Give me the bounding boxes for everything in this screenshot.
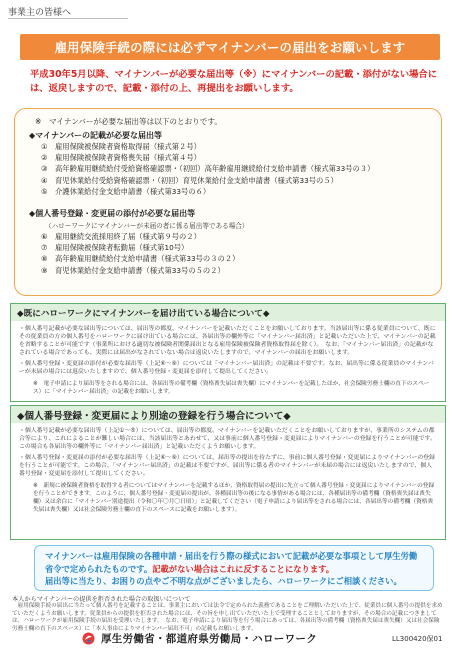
- form-item: ⑤ 介護休業給付金支給申請書（様式第33号の６）: [41, 186, 211, 196]
- callout-line1: マイナンバーは雇用保険の各種申請・届出を行う際の様式において記載が必要な事項として厚生労働省令で定められたものです。: [45, 551, 418, 574]
- form-item: ④ 育児休業給付受給資格確認票・（初回）育児休業給付金支給申請書（様式第33号の５）: [41, 175, 338, 185]
- section-paragraph: ・個人番号登録・変更届の添付が必要な届出等（上記⑥〜⑨）については、届出等の提出を待たずに、事前に個人番号登録・変更届によりマイナンバーの登録を行うことが可能です。この場合、「マイナンバー届出済」の記載は不要ですが、届出等に係る者のマイナンバーが未届の場合には返戻いたしますので、個人番号登録・変更届を添付して提出してください。: [19, 455, 436, 478]
- section-title: ◆既にハローワークにマイナンバーを届け出ている場合について◆: [11, 304, 445, 321]
- callout-highlight: 記載がない場合はこれに反することになります。: [152, 563, 335, 574]
- privacy-title: 本人からマイナンバーの提供を拒否された場合の取扱いについて: [12, 596, 191, 603]
- form-item: ③ 高年齢雇用継続給付受給資格確認票・（初回）高年齢雇用継続給付支給申請書（様式第33号の３）: [41, 164, 375, 174]
- section-separate-registration: [10, 405, 446, 540]
- form-item: ⑨ 育児休業給付金支給申請書（様式第33号の５の２）: [41, 265, 225, 275]
- title-banner: 雇用保険手続の際には必ずマイナンバーの届出をお願いします: [20, 34, 440, 60]
- form-item: ⑧ 高年齢雇用継続給付支給申請書（様式第33号の３の２）: [41, 254, 240, 264]
- greeting: 事業主の皆様へ: [8, 5, 128, 19]
- bottom-callout: [34, 545, 434, 591]
- forms-group1-heading: ◆マイナンバーの記載が必要な届出等: [29, 131, 163, 140]
- forms-group2-heading: ◆個人番号登録・変更届の添付が必要な届出等: [29, 209, 196, 218]
- section-paragraph: ・個人番号記載が必要な届出等（上記①〜⑤）については、届出等の都度、マイナンバーを記載いただくことをお願いしておりますが、事業所のシステムの都合等により、これによることが難しい場合には、当該届出等とあわせて、又は事前に個人番号登録・変更届によりマイナンバーの登録を行うことが可能です。この場合も各届出等の欄外等に「マイナンバー届出済」と記載いただくようお願いします。: [19, 428, 436, 451]
- mhlw-logo-icon: [82, 632, 95, 645]
- forms-group1-list: [41, 141, 374, 197]
- form-item: ⑦ 雇用保険被保険者転勤届（様式第10号）: [41, 243, 189, 253]
- section-title: ◆個人番号登録・変更届により別途の登録を行う場合について◆: [11, 406, 445, 423]
- forms-intro: ※ マイナンバーが必要な届出等は以下のとおりです。: [35, 117, 222, 126]
- lead-notice: 平成30年5月以降、マイナンバーが必要な届出等（※）にマイナンバーの記載・添付がない場合には、返戻しますので、記載・添付の上、再提出をお願いします。: [30, 69, 438, 94]
- form-item: ① 雇用保険被保険者資格取得届（様式第２号）: [41, 142, 201, 151]
- footer: [82, 630, 317, 646]
- callout-line2: 届出等に当たり、お困りの点やご不明な点がございましたら、ハローワークにご相談ください。: [45, 576, 402, 586]
- form-item: ② 雇用保険被保険者資格喪失届（様式第４号）: [41, 153, 201, 163]
- section-paragraph: ・個人番号登録・変更届の添付が必要な届出等（上記⑥〜⑨）については「マイナンバー届出済」の記載は不要です。なお、届出等に係る従業員のマイナンバーが未届の場合には返戻いたしますので、個人番号登録・変更届を添付して提出してください。: [19, 361, 434, 376]
- forms-group2-note: （ハローワークにマイナンバーが未届の者に係る届出等である場合）: [45, 222, 249, 230]
- section-note: ※ 電子申請により届出等をされる場合には、各届出等の備考欄（資格喪失届は喪失欄）にマイナンバーを記載したほか、社会保険労務士欄の直下のスペース）に「マイナンバー届出済」の記載をお願いします。: [33, 380, 430, 395]
- form-item: ⑥ 雇用継続交流採用終了届（様式第９号の２）: [41, 232, 201, 241]
- section-note: ※ 新規に被保険者資格を取得する者についてはマイナンバーを記載するほか、資格取得届の提出に先立って個人番号登録・変更届によりマイナンバーの登録を行うことができます。このように、個人番号登録・変更届の提出が、各種届出等の後になる事情がある場合には、各種届出等の備考欄（資格喪失届は喪失欄）又は余白に「マイナンバー別途提出（令和〇年〇月〇日頃）」と記載してください（電子申請により届出等をされる場合には、各届出等の備考欄（資格喪失届は喪失欄）又は社会保険労務士欄の直下のスペースに記載をお願いします）。: [33, 482, 435, 513]
- document-code: LL300420保01: [392, 635, 443, 643]
- section-already-submitted: [10, 303, 446, 402]
- section-paragraph: ・個人番号記載が必要な届出等については、届出等の都度、マイナンバーを記載いただくことをお願いしております。当該届出等に係る従業員について、既にその従業員の方の個人番号をハローワークに届け出ている場合には、各届出等の欄外等に「マイナンバー届出済」と記載いただいた上で、マイナンバーの記載を省略することが可能です（事業所における適切な被保険者関係届出となる雇用保険被保険者資格取得届を除く）。 なお、「マイナンバー届出済」の記載がなされている場合であっても、実際には届出がなされていない場合は返戻いたしますので、マイナンバーの届出をお願いします。: [19, 326, 436, 357]
- forms-group2-list: [41, 231, 239, 276]
- footer-org: 厚生労働省・都道府県労働局・ハローワーク: [101, 632, 317, 645]
- privacy-body: 雇用保険手続の届出に当たって個人番号を記載することは、事業主においては法令で定められた義務であることをご理解いただいた上で、従業員に個人番号の提供を求めていただくようお願いします。従業員からの提供を拒否された場合には、その旨を申し出ていただいた上で受理することとしておりますが、その場合の記載につきましては、ハローワークが雇用保険手続の届出を受理いたします。 なお、電子申請により届出等を行う場合にあっては、各届出等の備考欄（資格喪失届は喪失欄）又は社会保険労務士欄の直下のスペース）に「本人事由によりマイナンバー届出不可」の記載もお願いします。: [12, 603, 443, 632]
- required-forms-box: [14, 108, 442, 296]
